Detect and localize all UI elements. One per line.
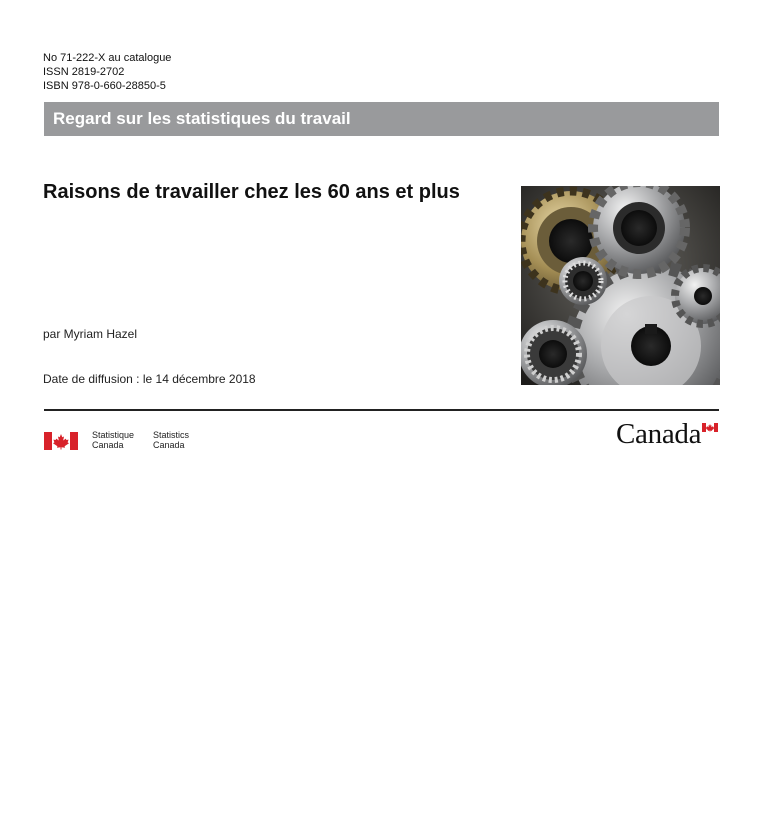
author-line: par Myriam Hazel — [43, 327, 138, 341]
issn: ISSN 2819-2702 — [43, 66, 125, 78]
canada-flag-icon — [44, 432, 78, 450]
footer-rule — [44, 409, 719, 411]
catalogue-info — [43, 51, 171, 93]
series-title: Regard sur les statistiques du travail — [53, 109, 351, 128]
canada-flag-icon — [702, 423, 718, 432]
series-banner — [44, 102, 719, 136]
steel-gear-top — [593, 186, 685, 274]
signature-english-line1: Statistics — [153, 430, 190, 440]
signature-english — [153, 431, 189, 450]
signature-french-line1: Statistique — [92, 430, 135, 440]
catalogue-number: No 71-222-X au catalogue — [43, 52, 172, 64]
roller-bearing — [559, 257, 607, 305]
signature-french — [92, 431, 134, 450]
canada-wordmark-text: Canada — [616, 418, 702, 450]
document-title: Raisons de travailler chez les 60 ans et plus — [43, 181, 460, 203]
signature-french-line2: Canada — [92, 439, 124, 450]
release-date: Date de diffusion : le 14 décembre 2018 — [43, 372, 256, 386]
signature-english-line2: Canada — [153, 439, 185, 450]
cover-gears-image — [521, 186, 720, 385]
canada-wordmark — [616, 418, 720, 450]
isbn: ISBN 978-0-660-28850-5 — [43, 80, 166, 92]
